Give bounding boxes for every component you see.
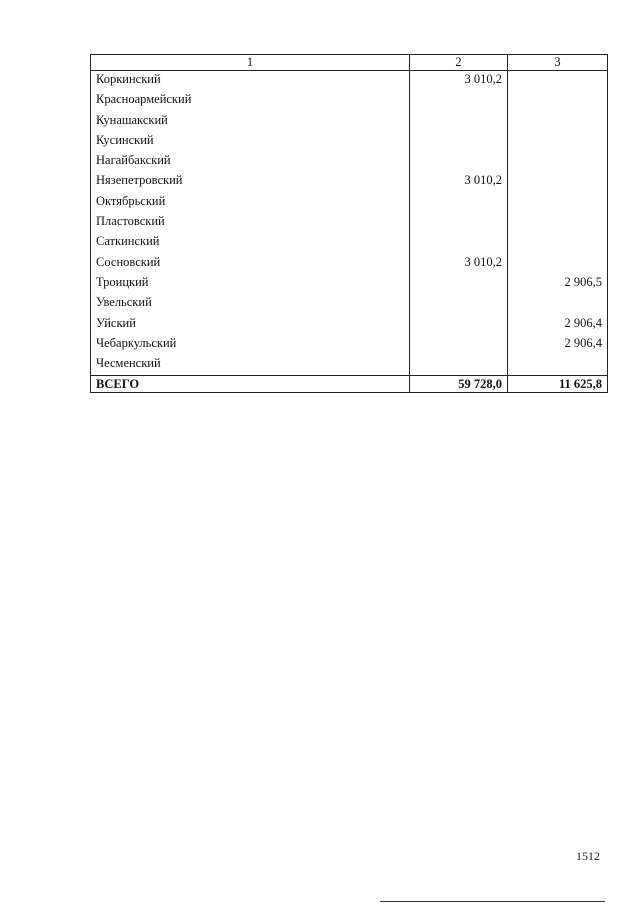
column-3-value-cell [508,254,608,274]
column-3-value-cell [508,172,608,192]
table-row [91,335,608,355]
district-name-cell: Уйский [91,315,410,335]
total-label-cell: ВСЕГО [91,376,410,393]
column-2-value-cell [410,335,508,355]
district-name-cell: Кусинский [91,132,410,152]
total-column-2-cell: 59 728,0 [410,376,508,393]
table-row [91,274,608,294]
district-name-cell: Октябрьский [91,193,410,213]
district-name-cell: Чебаркульский [91,335,410,355]
column-2-value-cell: 3 010,2 [410,254,508,274]
column-3-value-cell [508,152,608,172]
column-2-value-cell [410,91,508,111]
table-row [91,233,608,253]
column-3-value-cell [508,112,608,132]
column-3-value-cell [508,71,608,92]
district-name-cell: Кунашакский [91,112,410,132]
column-2-value-cell: 3 010,2 [410,172,508,192]
table-row [91,254,608,274]
column-2-value-cell: 3 010,2 [410,71,508,92]
page-number: 1512 [576,849,600,863]
column-3-value-cell [508,193,608,213]
table-row [91,315,608,335]
column-header-3: 3 [508,55,608,71]
table-row [91,91,608,111]
column-2-value-cell [410,274,508,294]
table-row [91,355,608,376]
district-name-cell: Пластовский [91,213,410,233]
column-3-value-cell [508,233,608,253]
column-3-value-cell [508,355,608,376]
table-row [91,294,608,314]
table-row [91,112,608,132]
table-body [91,71,608,393]
district-name-cell: Саткинский [91,233,410,253]
district-name-cell: Нязепетровский [91,172,410,192]
column-2-value-cell [410,213,508,233]
column-3-value-cell: 2 906,4 [508,335,608,355]
column-header-1: 1 [91,55,410,71]
column-3-value-cell [508,294,608,314]
table-row [91,132,608,152]
column-3-value-cell [508,213,608,233]
column-2-value-cell [410,355,508,376]
district-name-cell: Коркинский [91,71,410,92]
district-name-cell: Троицкий [91,274,410,294]
district-name-cell: Красноармейский [91,91,410,111]
district-name-cell: Сосновский [91,254,410,274]
total-column-3-cell: 11 625,8 [508,376,608,393]
footer-rule [380,901,605,902]
column-3-value-cell [508,91,608,111]
column-2-value-cell [410,112,508,132]
district-name-cell: Чесменский [91,355,410,376]
column-header-2: 2 [410,55,508,71]
data-table [90,54,608,393]
column-2-value-cell [410,193,508,213]
district-name-cell: Нагайбакский [91,152,410,172]
table-row [91,213,608,233]
column-2-value-cell [410,315,508,335]
column-3-value-cell: 2 906,5 [508,274,608,294]
column-2-value-cell [410,294,508,314]
total-row [91,376,608,393]
table-row [91,193,608,213]
table-row [91,172,608,192]
column-2-value-cell [410,233,508,253]
table-header-row [91,55,608,71]
column-3-value-cell [508,132,608,152]
district-name-cell: Увельский [91,294,410,314]
table-row [91,71,608,92]
column-2-value-cell [410,152,508,172]
column-3-value-cell: 2 906,4 [508,315,608,335]
column-2-value-cell [410,132,508,152]
table-row [91,152,608,172]
